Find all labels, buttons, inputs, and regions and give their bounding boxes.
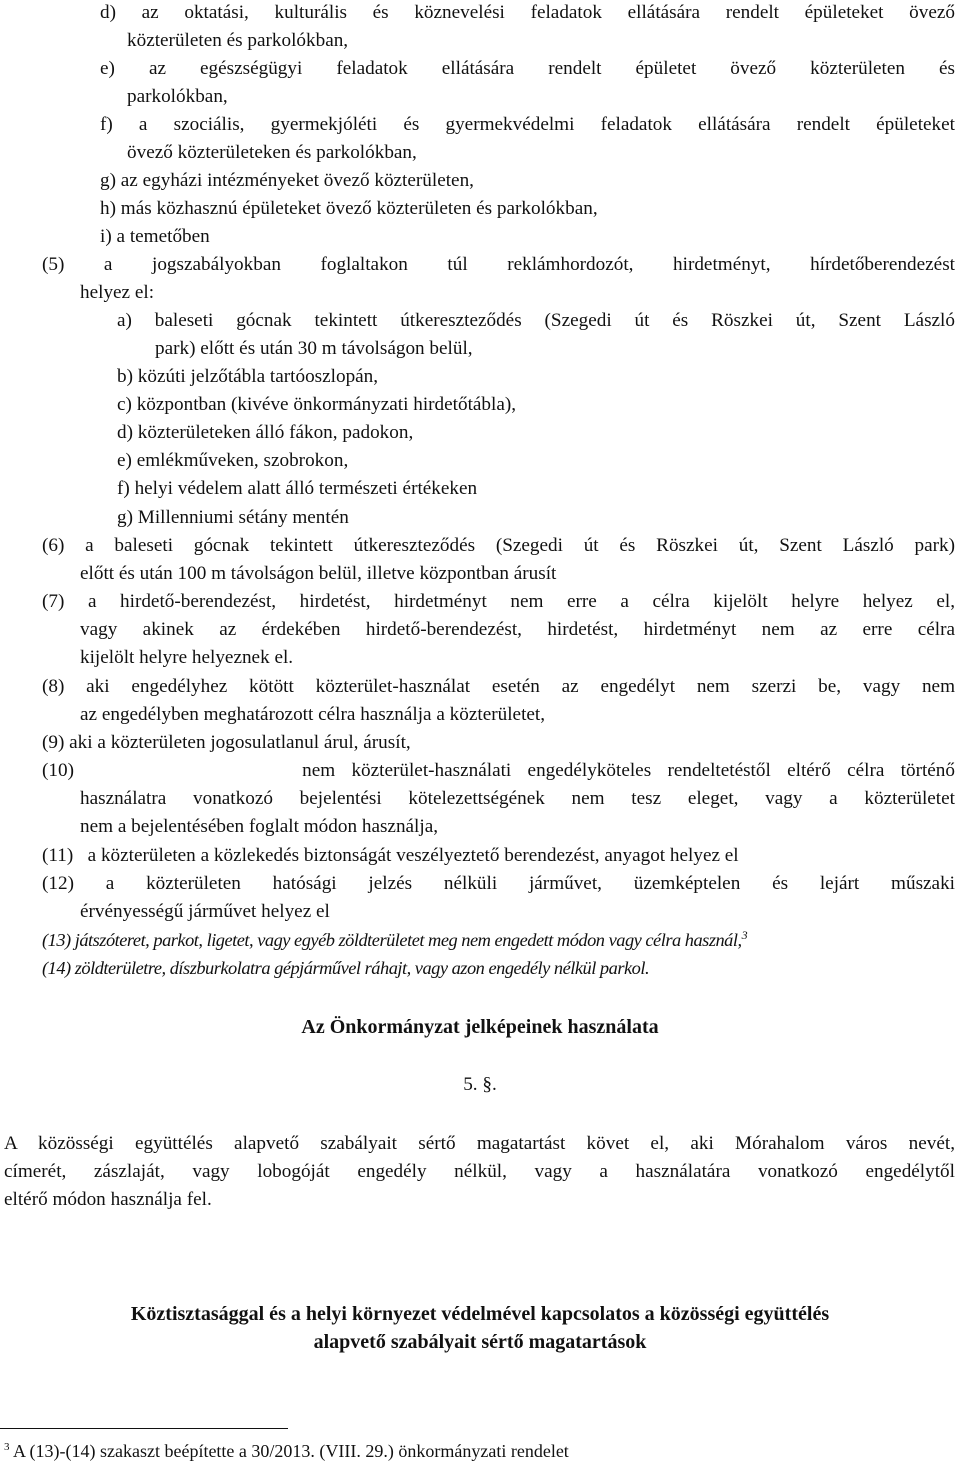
- list-item-e: e) az egészségügyi feladatok ellátására rendelt épületet övező közterületen és: [100, 58, 955, 79]
- paragraph-6: (6) a baleseti gócnak tekintett útkereszteződés (Szegedi út és Röszkei út, Szent László park): [42, 535, 955, 556]
- paragraph-10-cont: használatra vonatkozó bejelentési kötelezettségének nem tesz eleget, vagy a közterületet: [80, 788, 955, 809]
- footnote-number: 3: [4, 1441, 10, 1453]
- list-item-d: d) az oktatási, kulturális és köznevelési feladatok ellátására rendelt épületeket övező: [100, 2, 955, 23]
- footnote-separator: [0, 1428, 288, 1429]
- paragraph-9: (9) aki a közterületen jogosulatlanul árul, árusít,: [42, 732, 411, 753]
- list-item-e-cont: parkolókban,: [127, 86, 228, 107]
- section-paragraph-cont: címerét, zászlaját, vagy lobogóját engedély nélkül, vagy a használatára vonatkozó engedélytől: [4, 1161, 955, 1182]
- list-item-5a-cont: park) előtt és után 30 m távolságon belül,: [155, 338, 473, 359]
- paragraph-11: (11) a közterületen a közlekedés biztonságát veszélyeztető berendezést, anyagot helyez el: [42, 845, 739, 866]
- section-paragraph-end: eltérő módon használja fel.: [4, 1189, 212, 1210]
- chapter-heading: Köztisztasággal és a helyi környezet védelmével kapcsolatos a közösségi együttélés: [130, 1303, 830, 1325]
- footnote-text: A (13)-(14) szakaszt beépítette a 30/2013. (VIII. 29.) önkormányzati rendelet: [13, 1441, 569, 1461]
- paragraph-10-end: nem a bejelentésében foglalt módon használja,: [80, 816, 439, 837]
- list-item-5g: g) Millenniumi sétány mentén: [117, 507, 349, 528]
- list-item-5e: e) emlékműveken, szobrokon,: [117, 450, 349, 471]
- paragraph-12: (12) a közterületen hatósági jelzés nélküli járművet, üzemképtelen és lejárt műszaki: [42, 873, 955, 894]
- list-item-g: g) az egyházi intézményeket övező közterületen,: [100, 170, 474, 191]
- list-item-i: i) a temetőben: [100, 226, 210, 247]
- list-item-5d: d) közterületeken álló fákon, padokon,: [117, 422, 414, 443]
- paragraph-8: (8) aki engedélyhez kötött közterület-használat esetén az engedélyt nem szerzi be, vagy nem: [42, 676, 955, 697]
- paragraph-10: (10) nem közterület-használati engedélyköteles rendeltetéstől eltérő célra történő: [42, 760, 955, 781]
- paragraph-12-cont: érvényességű járművet helyez el: [80, 901, 330, 922]
- paragraph-7-cont: vagy akinek az érdekében hirdető-berendezést, hirdetést, hirdetményt nem az erre célra: [80, 619, 955, 640]
- paragraph-8-cont: az engedélyben meghatározott célra használja a közterületet,: [80, 704, 546, 725]
- list-item-5c: c) központban (kivéve önkormányzati hirdetőtábla),: [117, 394, 517, 415]
- paragraph-5: (5) a jogszabályokban foglaltakon túl reklámhordozót, hirdetményt, hírdetőberendezést: [42, 254, 955, 275]
- section-paragraph: A közösségi együttélés alapvető szabályait sértő magatartást követ el, aki Mórahalom város nevét,: [4, 1133, 955, 1154]
- paragraph-7-end: kijelölt helyre helyeznek el.: [80, 647, 294, 668]
- paragraph-7: (7) a hirdető-berendezést, hirdetést, hirdetményt nem erre a célra kijelölt helyre helyez el,: [42, 591, 955, 612]
- paragraph-13-text: (13) játszóteret, parkot, ligetet, vagy egyéb zöldterületet meg nem engedett módon vagy célra használ,: [42, 930, 742, 950]
- footnote: [4, 1438, 569, 1464]
- list-item-f: f) a szociális, gyermekjóléti és gyermekvédelmi feladatok ellátására rendelt épületeket: [100, 114, 955, 135]
- paragraph-13: [42, 926, 747, 954]
- paragraph-14: (14) zöldterületre, díszburkolatra gépjárművel ráhajt, vagy azon engedély nélkül parkol.: [42, 958, 650, 978]
- list-item-5a: a) baleseti gócnak tekintett útkereszteződés (Szegedi út és Röszkei út, Szent László: [117, 310, 955, 331]
- list-item-5b: b) közúti jelzőtábla tartóoszlopán,: [117, 366, 379, 387]
- chapter-heading-cont: alapvető szabályait sértő magatartások: [313, 1331, 647, 1353]
- paragraph-5-cont: helyez el:: [80, 282, 155, 303]
- list-item-d-cont: közterületen és parkolókban,: [127, 30, 349, 51]
- list-item-f-cont: övező közterületeken és parkolókban,: [127, 142, 417, 163]
- section-number: 5. §.: [463, 1074, 497, 1095]
- paragraph-6-cont: előtt és után 100 m távolságon belül, illetve központban árusít: [80, 563, 557, 584]
- section-heading: Az Önkormányzat jelképeinek használata: [301, 1016, 659, 1038]
- list-item-5f: f) helyi védelem alatt álló természeti értékeken: [117, 478, 478, 499]
- list-item-h: h) más közhasznú épületeket övező közterületen és parkolókban,: [100, 198, 598, 219]
- footnote-ref: 3: [741, 927, 748, 942]
